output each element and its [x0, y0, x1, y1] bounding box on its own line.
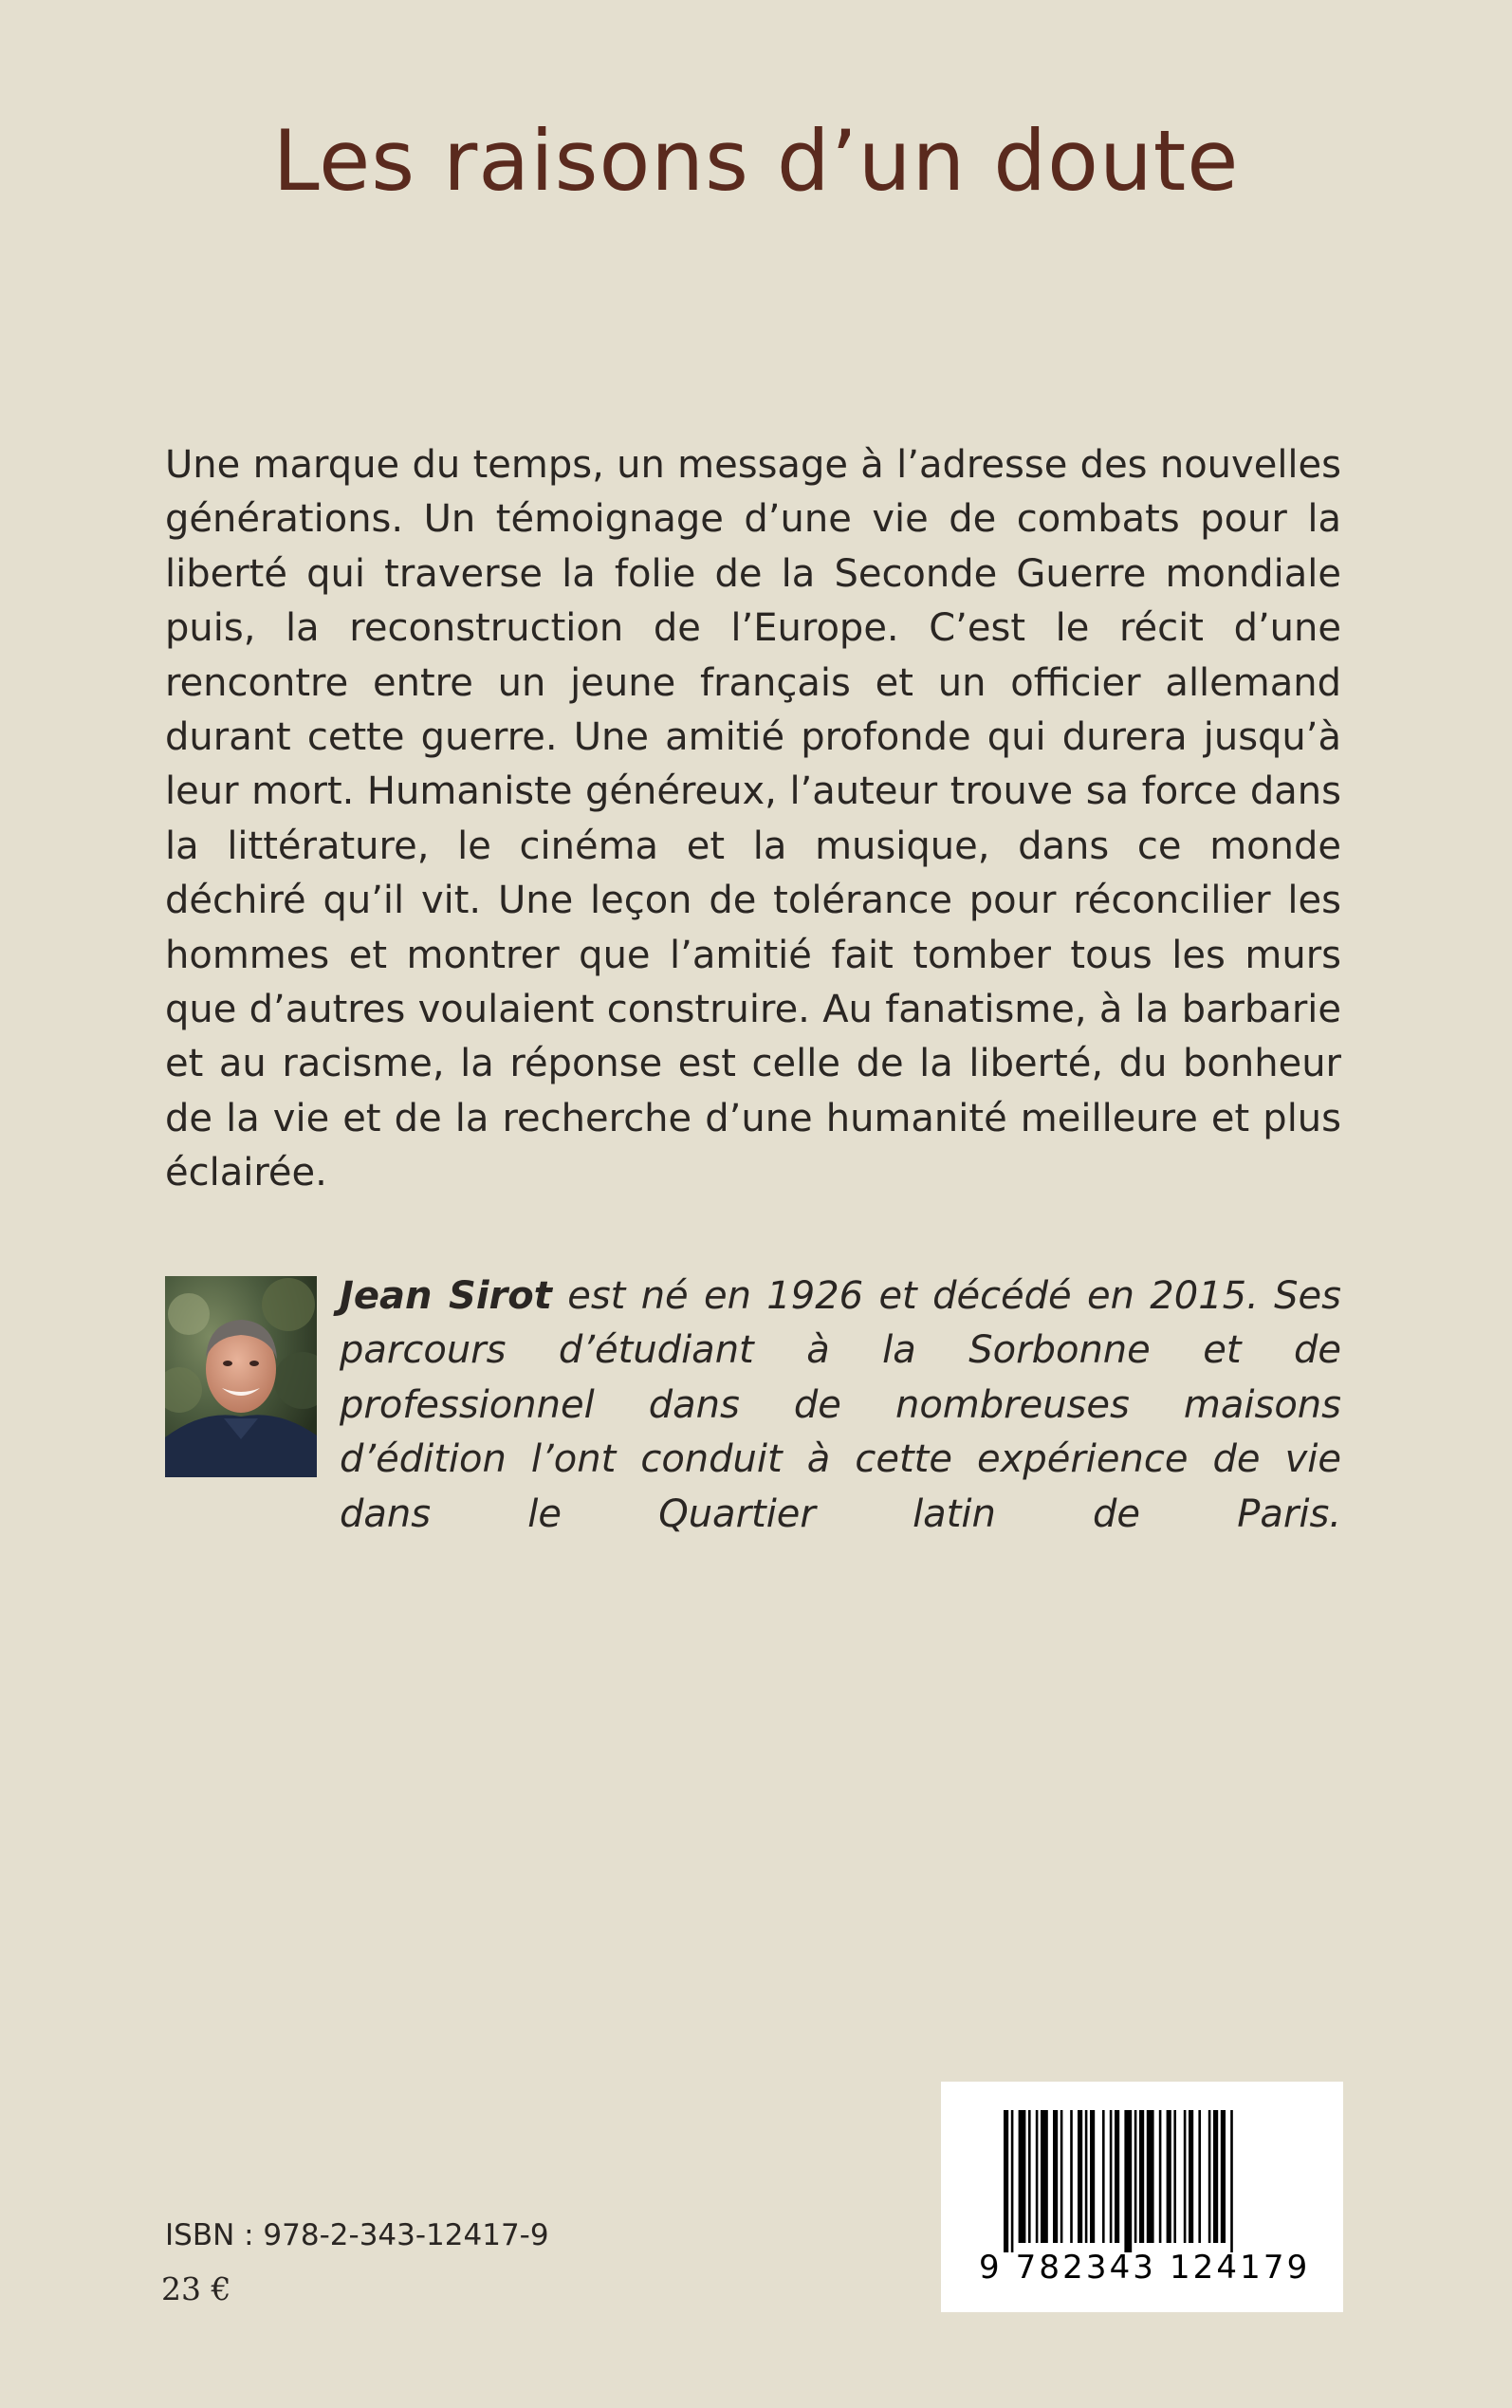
barcode-bar	[1139, 2110, 1144, 2243]
barcode-bar	[1078, 2110, 1082, 2243]
barcode	[941, 2082, 1343, 2312]
barcode-bar	[1221, 2110, 1226, 2243]
barcode-bar	[1053, 2110, 1058, 2243]
barcode-bar	[1173, 2110, 1176, 2243]
barcode-bar	[1004, 2110, 1008, 2252]
barcode-bar	[1230, 2110, 1233, 2252]
author-name: Jean Sirot	[340, 1274, 552, 1318]
barcode-bar	[1041, 2110, 1048, 2243]
barcode-bar	[1189, 2110, 1193, 2243]
barcode-bar	[1070, 2110, 1073, 2243]
barcode-bar	[1090, 2110, 1095, 2243]
barcode-bar	[1124, 2110, 1132, 2252]
barcode-bar	[1085, 2110, 1088, 2243]
author-bio-text: est né en 1926 et décédé en 2015. Ses parcours d’étudiant à la Sorbonne et de professionnel dans de nombreuses maisons d’édition l’ont conduit à cette expérience de vie dans le Quartier latin de Paris.	[340, 1274, 1341, 1536]
barcode-bar	[1134, 2110, 1137, 2243]
price: 23 €	[161, 2270, 231, 2307]
barcode-bar	[1147, 2110, 1154, 2243]
barcode-bar	[1213, 2110, 1218, 2243]
barcode-bar	[1198, 2110, 1201, 2243]
barcode-bar	[1159, 2110, 1162, 2243]
barcode-bar	[1060, 2110, 1063, 2243]
author-portrait-image	[165, 1276, 317, 1477]
barcode-bar	[1115, 2110, 1119, 2243]
barcode-bar	[1036, 2110, 1039, 2243]
author-photo	[165, 1276, 317, 1477]
book-blurb: Une marque du temps, un message à l’adresse des nouvelles générations. Un témoignage d’une vie de combats pour la liberté qui traverse la folie de la Seconde Guerre mondiale puis, la reconstruction de l’Europe. C’est le récit d’une rencontre entre un jeune français et un officier allemand durant cette guerre. Une amitié profonde qui durera jusqu’à leur mort. Humaniste généreux, l’auteur trouve sa force dans la littérature, le cinéma et la musique, dans ce monde déchiré qu’il vit. Une leçon de tolérance pour réconcilier les hommes et montrer que l’amitié fait tomber tous les murs que d’autres voulaient construire. Au fanatisme, à la barbarie et au racisme, la réponse est celle de la liberté, du bonheur de la vie et de la recherche d’une humanité meilleure et plus éclairée.	[165, 443, 1341, 1195]
barcode-bar	[1208, 2110, 1211, 2243]
barcode-bar	[1110, 2110, 1113, 2243]
isbn: ISBN : 978-2-343-12417-9	[165, 2218, 549, 2252]
barcode-bar	[1019, 2110, 1026, 2243]
barcode-digits: 9 782343 124179	[979, 2249, 1311, 2287]
book-title: Les raisons d’un doute	[272, 112, 1240, 210]
barcode-bar	[1102, 2110, 1105, 2243]
barcode-bar	[1011, 2110, 1014, 2252]
author-bio	[340, 1269, 1341, 1542]
barcode-bar	[1167, 2110, 1171, 2243]
barcode-bar	[1028, 2110, 1031, 2243]
barcode-bars	[1004, 2110, 1298, 2252]
barcode-bar	[1184, 2110, 1187, 2243]
